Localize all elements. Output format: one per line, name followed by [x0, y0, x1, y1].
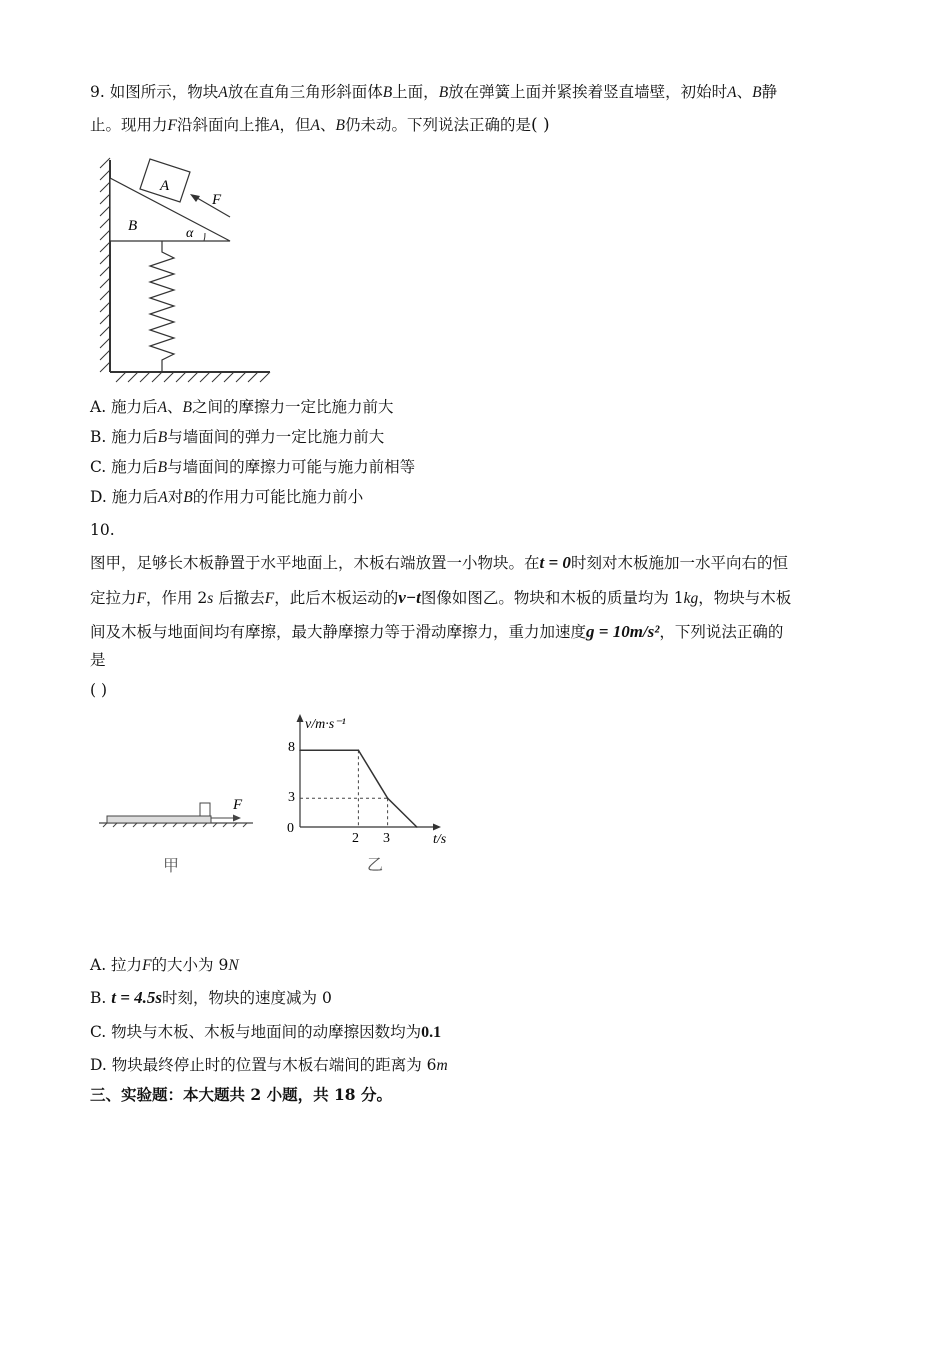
x-tick-label-2: 2 — [352, 831, 359, 846]
q10-number: 10. — [90, 521, 115, 539]
y-tick-label-8: 8 — [288, 740, 295, 755]
origin-label: 0 — [287, 821, 294, 836]
q10-figure-jia — [95, 785, 260, 885]
data-point — [358, 749, 360, 751]
x-axis-arrow — [433, 824, 441, 831]
wall-hatching — [100, 158, 110, 372]
label-f: F — [233, 797, 243, 813]
label-alpha: α — [186, 226, 194, 241]
q10-option-a: A. 拉力F的大小为 9N — [90, 956, 239, 974]
y-tick-label-3: 3 — [288, 790, 295, 805]
floor-hatching — [116, 372, 270, 382]
section-3-heading: 三、实验题：本大题共 2 小题，共 18 分。 — [90, 1085, 392, 1104]
q10-option-c: C. 物块与木板、木板与地面间的动摩擦因数均为0.1 — [90, 1023, 442, 1041]
q9-stem-line-2: 止。现用力F沿斜面向上推A，但A、B仍未动。下列说法正确的是( ) — [90, 115, 550, 135]
wooden-board — [107, 816, 211, 823]
answer-bracket: ( ) — [530, 115, 550, 135]
q9-option-d: D. 施力后A对B的作用力可能比施力前小 — [90, 488, 364, 506]
data-point — [416, 826, 418, 828]
y-axis-label: v/m·s⁻¹ — [305, 717, 346, 732]
q9-option-a: A. 施力后A、B之间的摩擦力一定比施力前大 — [90, 398, 394, 416]
small-block — [200, 803, 210, 816]
q10-stem-line-4: 是 — [90, 651, 106, 669]
q9-figure — [92, 150, 277, 388]
q9-option-c: C. 施力后B与墙面间的摩擦力可能与施力前相等 — [90, 458, 416, 476]
q9-option-b: B. 施力后B与墙面间的弹力一定比施力前大 — [90, 428, 385, 446]
label-a: A — [160, 178, 170, 194]
x-axis-label: t/s — [433, 832, 447, 847]
caption-yi: 乙 — [367, 855, 384, 874]
guide-lines — [300, 750, 388, 827]
q10-stem-line-2: 定拉力F，作用 2s 后撤去F，此后木板运动的v−t图像如图乙。物块和木板的质量均为 1kg，物块与木板 — [90, 588, 792, 607]
q9-stem-line-1: 9. 如图所示，物块A放在直角三角形斜面体B上面，B放在弹簧上面并紧挨着竖直墙壁，初始时A、B静 — [90, 83, 778, 101]
x-tick-label-3: 3 — [383, 831, 390, 846]
q10-stem-line-3: 间及木板与地面间均有摩擦，最大静摩擦力等于滑动摩擦力，重力加速度g = 10m/s²，下列说法正确的 — [90, 622, 784, 641]
q10-figure-yi-vt-graph — [275, 710, 465, 880]
q10-answer-bracket: ( ) — [90, 681, 108, 699]
q10-option-d: D. 物块最终停止时的位置与木板右端间的距离为 6m — [90, 1056, 448, 1074]
data-point — [299, 749, 301, 751]
data-point — [387, 797, 389, 799]
label-b: B — [128, 218, 138, 234]
spring — [150, 241, 174, 372]
y-axis-arrow — [297, 714, 304, 722]
q10-stem-line-1: 图甲，足够长木板静置于水平地面上，木板右端放置一小物块。在t = 0时刻对木板施加一水平向右的恒 — [90, 553, 788, 572]
label-f: F — [212, 192, 222, 208]
q10-option-b: B. t = 4.5s时刻，物块的速度减为 0 — [90, 988, 332, 1007]
caption-jia: 甲 — [163, 856, 180, 875]
